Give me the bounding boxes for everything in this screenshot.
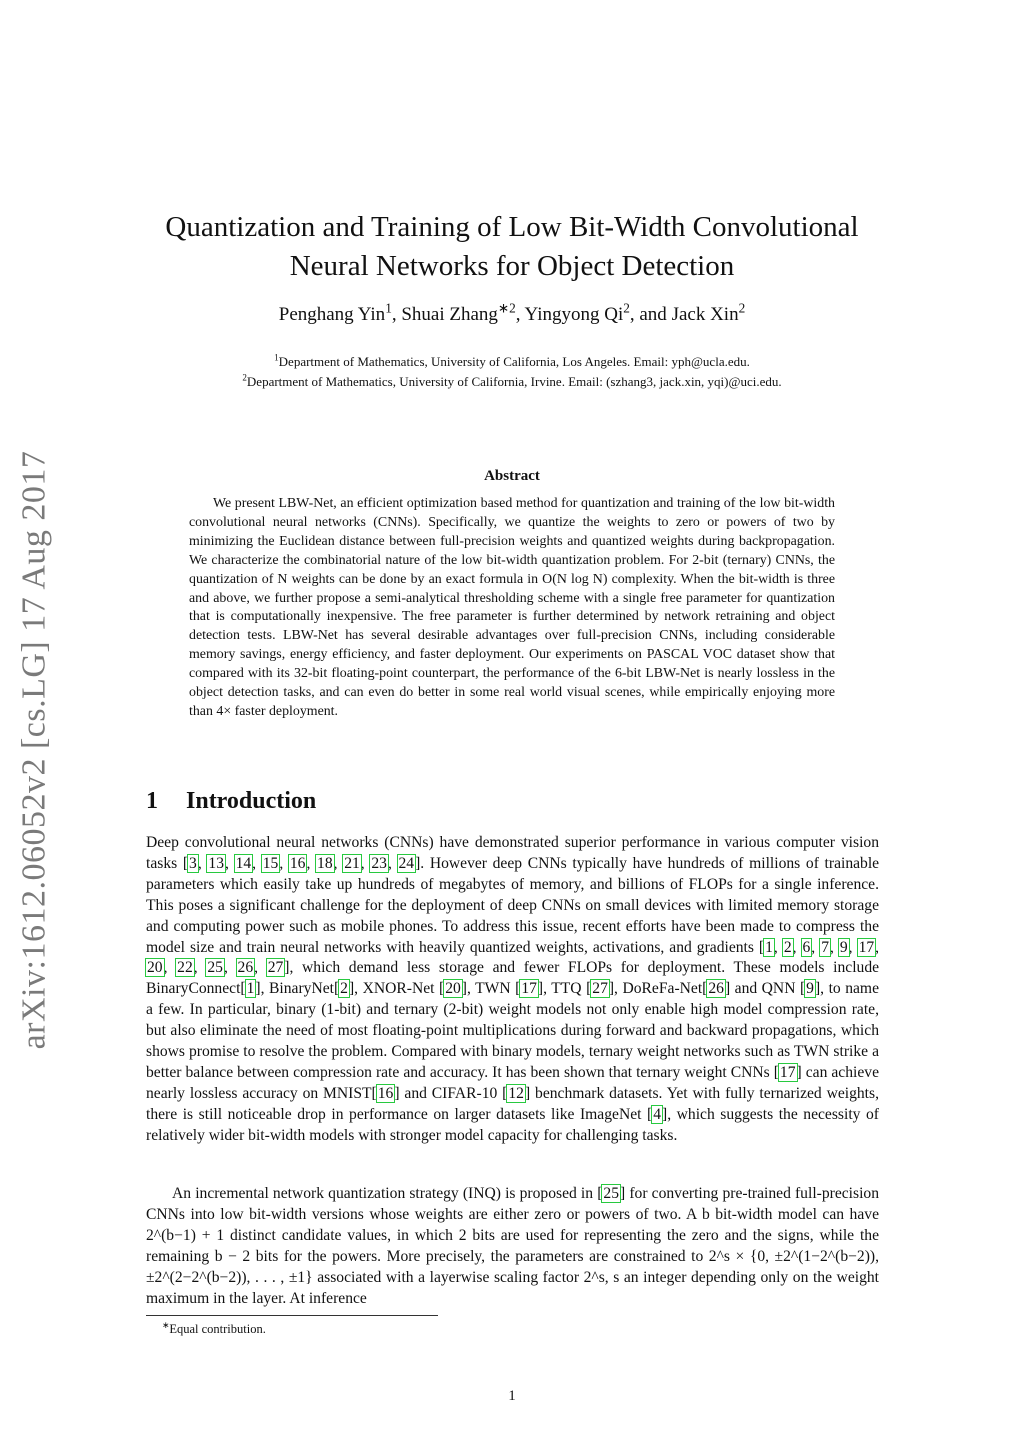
citation-link[interactable]: 4 [653, 1105, 661, 1123]
section-number: 1 [146, 788, 158, 814]
paper-title [120, 208, 904, 286]
citation-link[interactable]: 12 [508, 1084, 524, 1102]
footnote-mark: ∗ [162, 1319, 170, 1330]
citation-link[interactable]: 26 [237, 959, 254, 977]
citation-link[interactable]: 16 [289, 854, 306, 872]
affiliation-text: Department of Mathematics, University of California, Los Angeles. Email: yph@ucla.edu. [278, 354, 750, 369]
author-name: Penghang Yin [278, 304, 386, 325]
citation-link[interactable]: 17 [521, 980, 537, 998]
footnote-text: Equal contribution. [169, 1322, 266, 1336]
author-name: Yingyong Qi [524, 304, 624, 325]
citation-link[interactable]: 20 [147, 959, 163, 977]
citation-link[interactable]: 17 [858, 938, 875, 956]
citation-link[interactable]: 22 [177, 959, 193, 977]
abstract-body: We present LBW-Net, an efficient optimization based method for quantization and training of the low bit-width convolutional neural networks (CNNs). Specifically, we quantize the weights to zero or powers of two by minimizing the Euclidean distance between full-precision weights and quantized weights during backpropagation. We characterize the combinatorial nature of the low bit-width quantization problem. For 2-bit (ternary) CNNs, the quantization of N weights can be done by an exact formula in O(N log N) complexity. When the bit-width is three and above, we further propose a semi-analytical thresholding scheme with a single free parameter for quantization that is computationally inexpensive. The free parameter is further determined by network retraining and object detection tests. LBW-Net has several desirable advantages over full-precision CNNs, including considerable memory savings, energy efficiency, and faster deployment. Our experiments on PASCAL VOC dataset show that compared with its 32-bit floating-point counterpart, the performance of the 6-bit LBW-Net is nearly lossless in the object detection tasks, and can even do better in some real world visual scenes, while empirically enjoying more than 4× faster deployment. [189, 496, 835, 719]
citation-link[interactable]: 18 [317, 854, 333, 872]
abstract-heading: Abstract [484, 468, 540, 484]
citation-link[interactable]: 24 [398, 854, 415, 872]
footnote [162, 1319, 266, 1337]
citation-link[interactable]: 15 [262, 854, 279, 872]
citation-link[interactable]: 20 [445, 980, 461, 998]
citation-link[interactable]: 16 [377, 1084, 394, 1102]
page-number: 1 [508, 1388, 516, 1404]
author-mark: 2 [623, 300, 630, 316]
citation-link[interactable]: 17 [779, 1063, 796, 1081]
title-line-2: Neural Networks for Object Detection [289, 250, 735, 282]
citation-group[interactable]: 1, 2, 6, 7, 9, 17, 20, 22, 25, 26, 27 [147, 938, 880, 977]
citation-link[interactable]: 27 [592, 980, 608, 998]
author-mark: ∗2 [497, 300, 516, 316]
section-title: Introduction [186, 788, 317, 814]
author-list: Penghang Yin$^1$, Shuai Zhang$^{∗2}$, Yingyong Qi$^2$, and Jack Xin$^2$ [278, 300, 746, 325]
citation-link[interactable]: 2 [783, 938, 792, 956]
arxiv-id: arXiv:1612.06052v2 [cs.LG] 17 Aug 2017 [15, 450, 53, 1050]
citation-link[interactable]: 2 [340, 980, 348, 998]
intro-paragraph-2: An incremental network quantization strategy (INQ) is proposed in [25] for converting pre-trained full-precision CNNs into low bit-width versions whose weights are either zero or powers of two. A b bit-width model can have 2^(b−1) + 1 distinct candidate values, in which 2 bits are used for representing the zero and the signs, while the remaining b − 2 bits for the powers. More precisely, the parameters are constrained to 2^s × {0, ±2^(1−2^(b−2)), ±2^(2−2^(b−2)), . . . , ±1} associated with a layerwise scaling factor 2^s, s an integer depending only on the weight maximum in the layer. At inference [146, 1185, 880, 1307]
author-mark: 1 [385, 300, 392, 316]
author-name: Shuai Zhang [401, 304, 498, 325]
citation-link[interactable]: 14 [235, 854, 252, 872]
citation-group[interactable]: 3, 13, 14, 15, 16, 18, 21, 23, 24 [189, 854, 415, 872]
author-mark: 2 [738, 300, 746, 316]
citation-link[interactable]: 23 [371, 854, 387, 872]
citation-link[interactable]: 1 [246, 980, 255, 998]
title-line-1: Quantization and Training of Low Bit-Width Convolutional [165, 211, 859, 243]
citation-link[interactable]: 21 [344, 854, 360, 872]
affiliation-mark: 2 [242, 372, 247, 383]
citation-link[interactable]: 25 [207, 959, 223, 977]
citation-link[interactable]: 1 [765, 938, 773, 956]
citation-link[interactable]: 9 [839, 938, 848, 956]
citation-link[interactable]: 25 [603, 1185, 619, 1202]
citation-link[interactable]: 26 [708, 980, 724, 998]
citation-link[interactable]: 7 [821, 938, 829, 956]
affiliation-2 [120, 374, 904, 390]
citation-link[interactable]: 9 [806, 980, 814, 998]
author-name: Jack Xin [671, 304, 739, 325]
section-heading [146, 788, 646, 815]
footnote-divider [146, 1315, 438, 1316]
affiliation-text: Department of Mathematics, University of California, Irvine. Email: (szhang3, jack.xin, yqi)@uci.edu. [246, 374, 782, 389]
intro-paragraph-1: Deep convolutional neural networks (CNNs) have demonstrated superior performance in various computer vision tasks [3, 13, 14, 15, 16, 18, 21, 23, 24]. However deep CNNs typically have hundreds of millions of trainable parameters which easily take up hundreds of megabytes of memory, and billions of FLOPs for a single inference. This poses a significant challenge for the deployment of deep CNNs on small devices with limited memory storage and computing power such as mobile phones. To address this issue, recent efforts have been made to compress the model size and train neural networks with heavily quantized weights, activations, and gradients [1, 2, 6, 7, 9, 17, 20, 22, 25, 26, 27], which demand less storage and fewer FLOPs for deployment. These models include BinaryConnect[1], BinaryNet[2], XNOR-Net [20], TWN [17], TTQ [27], DoReFa-Net[26] and QNN [9], to name a few. In particular, binary (1-bit) and ternary (2-bit) weight models not only enable high model compression rate, but also eliminate the need of most floating-point multiplications during forward and backward propagations, which shows promise to resolve the problem. Compared with binary models, ternary weight networks such as TWN strike a better balance between compression rate and accuracy. It has been shown that ternary weight CNNs [17] can achieve nearly lossless accuracy on MNIST[16] and CIFAR-10 [12] benchmark datasets. Yet with fully ternarized weights, there is still noticeable drop in performance on larger datasets like ImageNet [4], which suggests the necessity of relatively wider bit-width models with stronger model capacity for challenging tasks. [146, 834, 880, 1144]
affiliation-mark: 1 [274, 352, 279, 363]
citation-link[interactable]: 6 [802, 938, 811, 956]
citation-link[interactable]: 13 [208, 854, 224, 872]
citation-link[interactable]: 27 [267, 959, 284, 977]
arxiv-sidebar-stamp [12, 440, 56, 1060]
citation-link[interactable]: 3 [189, 854, 197, 872]
affiliation-1 [120, 354, 904, 370]
